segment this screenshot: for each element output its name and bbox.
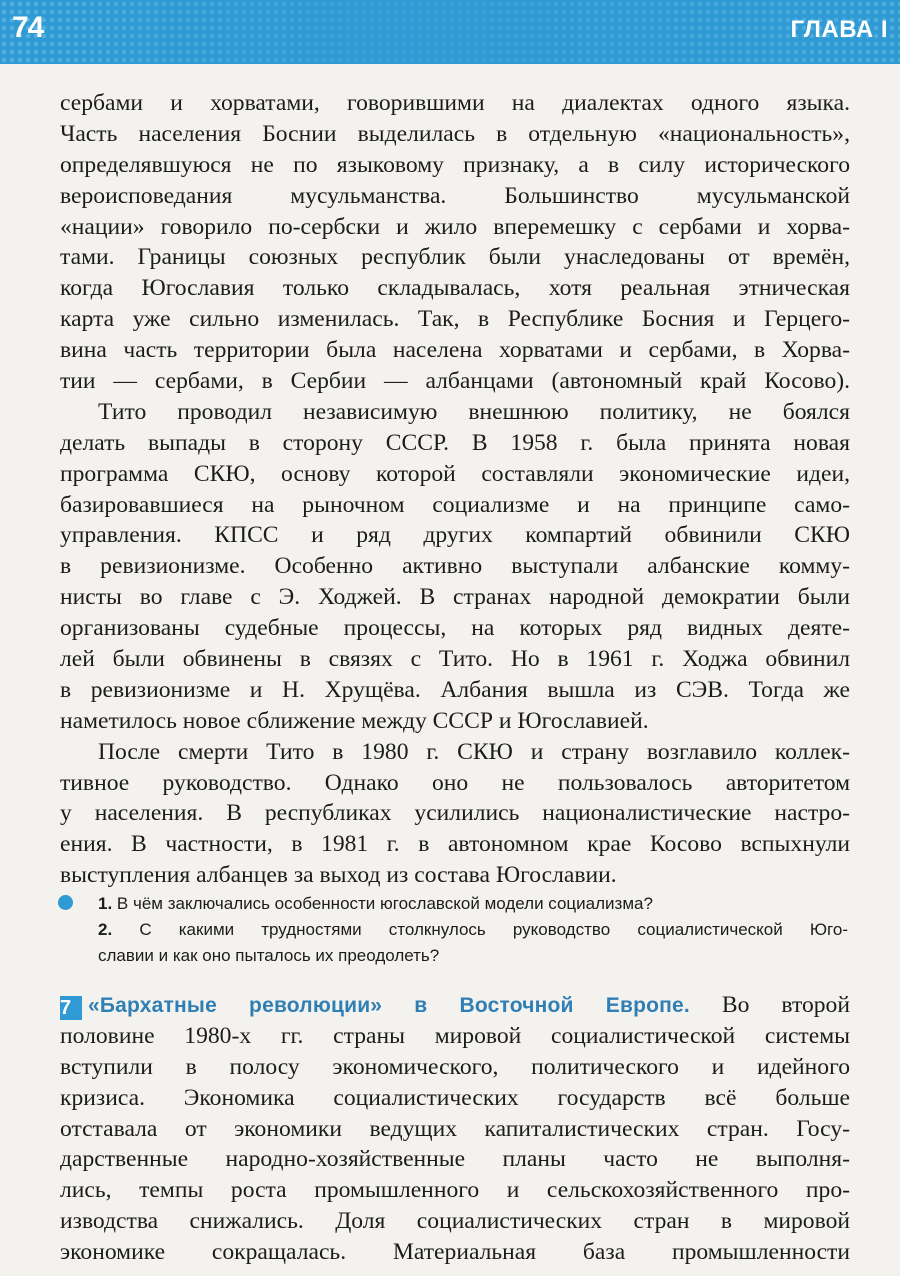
question-text: С какими трудностями столкнулось руководство социалистической Юго- [139, 920, 848, 939]
text-line: вероисповедания мусульманства. Большинство мусульманской [60, 182, 850, 209]
section-first-line-text: Во второй [721, 992, 850, 1018]
text-line: половине 1980-х гг. страны мировой социалистической системы [60, 1022, 850, 1049]
text-line: дарственные народно-хозяйственные планы часто не выполня- [60, 1146, 850, 1173]
text-line: Тито проводил независимую внешнюю политику, не боялся [98, 398, 850, 425]
text-line: организованы судебные процессы, на которых ряд видных деяте- [60, 615, 850, 642]
text-line: Часть населения Боснии выделилась в отдельную «национальность», [60, 120, 850, 147]
text-line: лей были обвинены в связях с Тито. Но в 1961 г. Ходжа обвинил [60, 646, 850, 673]
text-line: тами. Границы союзных республик были унаследованы от времён, [60, 244, 850, 271]
text-line: отставала от экономики ведущих капиталистических стран. Госу- [60, 1115, 850, 1142]
text-line: кризиса. Экономика социалистических государств всё больше [60, 1084, 850, 1111]
text-line: карта уже сильно изменилась. Так, в Республике Босния и Герцего- [60, 306, 850, 333]
text-line: базировавшиеся на рыночном социализме и на принципе само- [60, 491, 850, 518]
text-line: вина часть территории была населена хорватами и сербами, в Хорва- [60, 337, 850, 364]
text-line: ения. В частности, в 1981 г. в автономном крае Косово вспыхнули [60, 831, 850, 858]
text-line: в ревизионизме. Особенно активно выступали албанские комму- [60, 553, 850, 580]
question-number: 2. [98, 920, 113, 939]
text-line: делать выпады в сторону СССР. В 1958 г. была принята новая [60, 429, 850, 456]
text-line: программа СКЮ, основу которой составляли экономические идеи, [60, 460, 850, 487]
question-text: В чём заключались особенности югославской модели социализма? [116, 894, 653, 913]
text-line: выступления албанцев за выход из состава Югославии. [60, 862, 617, 889]
section-number-badge: 7 [60, 996, 82, 1020]
text-line: тии — сербами, в Сербии — албанцами (автономный край Косово). [60, 368, 850, 395]
question-number: 1. [98, 894, 113, 913]
main-text [60, 88, 850, 891]
question-line [98, 891, 848, 917]
text-line: наметилось новое сближение между СССР и Югославией. [60, 707, 649, 734]
paragraph [60, 737, 850, 891]
question-list [98, 891, 848, 969]
question-bullet-icon [58, 895, 73, 910]
text-line: определявшуюся не по языковому признаку, а в силу исторического [60, 151, 850, 178]
text-line: изводства снижались. Доля социалистических стран в мировой [60, 1208, 850, 1235]
paragraph [60, 88, 850, 397]
question-line: славии и как оно пыталось их преодолеть? [98, 946, 440, 965]
text-line: тивное руководство. Однако оно не пользовалось авторитетом [60, 769, 850, 796]
section-heading-line [60, 990, 850, 1021]
text-line: когда Югославия только складывалась, хотя реальная этническая [60, 275, 850, 302]
text-line: После смерти Тито в 1980 г. СКЮ и страну возглавило коллек- [98, 738, 850, 765]
text-line: экономике сокращалась. Материальная база промышленности [60, 1239, 850, 1266]
header-dot-pattern [0, 0, 900, 64]
text-line: вступили в полосу экономического, политического и идейного [60, 1053, 850, 1080]
page-number: 74 [12, 11, 44, 44]
section-title: «Бархатные революции» в Восточной Европе. [88, 994, 690, 1017]
text-line: нисты во главе с Э. Ходжей. В странах народной демократии были [60, 584, 850, 611]
text-line: управления. КПСС и ряд других компартий обвинили СКЮ [60, 522, 850, 549]
text-line: «нации» говорило по-сербски и жило вперемешку с сербами и хорва- [60, 213, 850, 240]
text-line: у населения. В республиках усилились националистические настро- [60, 800, 850, 827]
section-7 [60, 990, 850, 1268]
page-header [0, 0, 900, 64]
text-line: сербами и хорватами, говорившими на диалектах одного языка. [60, 90, 850, 116]
paragraph [60, 397, 850, 737]
text-line: лись, темпы роста промышленного и сельскохозяйственного про- [60, 1177, 850, 1204]
text-line: в ревизионизме и Н. Хрущёва. Албания вышла из СЭВ. Тогда же [60, 676, 850, 703]
chapter-label: ГЛАВА I [790, 16, 888, 43]
question-line [98, 917, 848, 943]
